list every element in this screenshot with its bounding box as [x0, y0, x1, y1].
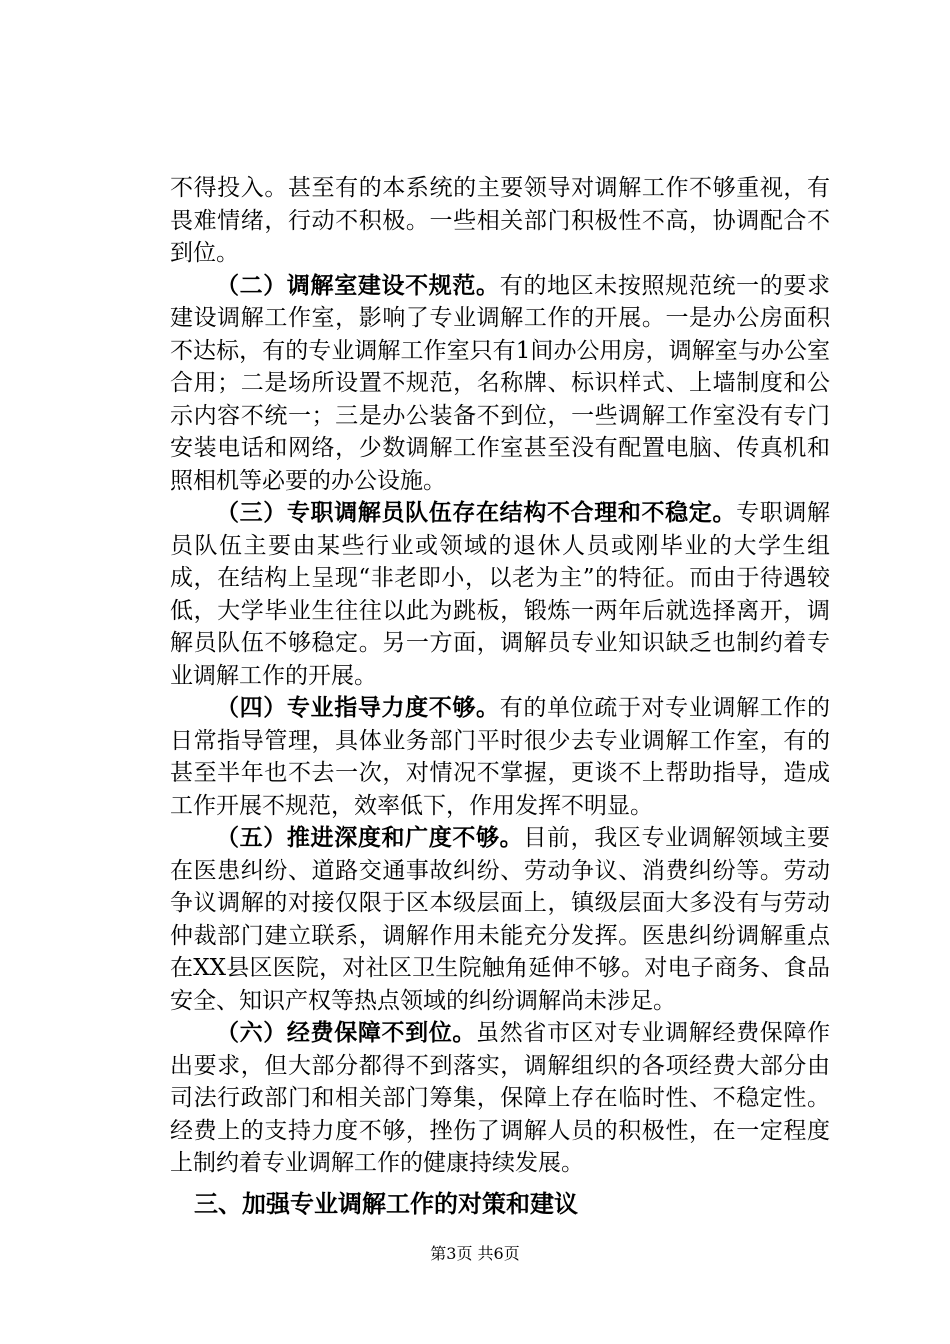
paragraph-funding [170, 1017, 830, 1180]
paragraph-text: 有的地区未按照规范统一的要求建设调解工作室，影响了专业调解工作的开展。一是办公房面积不达标，有的专业调解工作室只有1间办公用房，调解室与办公室合用；二是场所设置不规范，名称牌、标识样式、上墙制度和公示内容不统一；三是办公装备不到位，一些调解工作室没有专门安装电话和网络，少数调解工作室甚至没有配置电脑、传真机和照相机等必要的办公设施。 [170, 272, 831, 494]
paragraph-heading: （三）专职调解员队伍存在结构不合理和不稳定。 [216, 500, 737, 526]
section-title: 三、加强专业调解工作的对策和建议 [194, 1189, 578, 1218]
paragraph-heading: （四）专业指导力度不够。 [216, 695, 500, 721]
paragraph-guidance [170, 692, 830, 822]
paragraph-text: 虽然省市区对专业调解经费保障作出要求，但大部分都得不到落实，调解组织的各项经费大部分由司法行政部门和相关部门筹集，保障上存在临时性、不稳定性。经费上的支持力度不够，挫伤了调解人员的积极性，在一定程度上制约着专业调解工作的健康持续发展。 [170, 1020, 831, 1176]
page-number: 第3页 共6页 [430, 1244, 520, 1263]
paragraph-mediation-room [170, 270, 830, 498]
paragraph-text: 有的单位疏于对专业调解工作的日常指导管理，具体业务部门平时很少去专业调解工作室，有的甚至半年也不去一次，对情况不掌握，更谈不上帮助指导，造成工作开展不规范，效率低下，作用发挥不明显。 [170, 695, 831, 819]
paragraph-depth-breadth [170, 822, 830, 1017]
paragraph-mediator-team [170, 497, 830, 692]
paragraph-text: 专职调解员队伍主要由某些行业或领域的退休人员或刚毕业的大学生组成，在结构上呈现“非老即小，以老为主”的特征。而由于待遇较低，大学毕业生往往以此为跳板，锻炼一两年后就选择离开，调解员队伍不够稳定。另一方面，调解员专业知识缺乏也制约着专业调解工作的开展。 [170, 500, 831, 689]
page-footer [0, 1244, 950, 1264]
paragraph-heading: （二）调解室建设不规范。 [216, 272, 500, 299]
paragraph-text: 目前，我区专业调解领域主要在医患纠纷、道路交通事故纠纷、劳动争议、消费纠纷等。劳动争议调解的对接仅限于区本级层面上，镇级层面大多没有与劳动仲裁部门建立联系，调解作用未能充分发挥。医患纠纷调解重点在XX县区医院，对社区卫生院触角延伸不够。对电子商务、食品安全、知识产权等热点领域的纠纷调解尚未涉足。 [170, 825, 831, 1014]
paragraph-text: 不得投入。甚至有的本系统的主要领导对调解工作不够重视，有畏难情绪，行动不积极。一些相关部门积极性不高，协调配合不到位。 [170, 175, 830, 266]
paragraph-heading: （六）经费保障不到位。 [216, 1020, 477, 1046]
document-body [170, 172, 830, 1222]
paragraph-heading: （五）推进深度和广度不够。 [216, 825, 524, 851]
paragraph-continuation [170, 172, 830, 270]
